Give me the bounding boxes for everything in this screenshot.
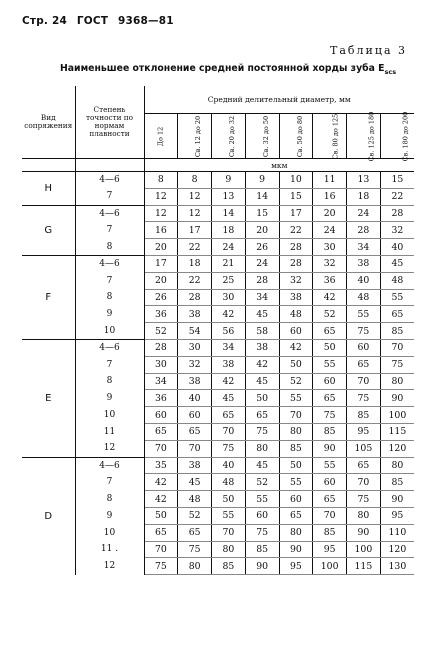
diameter-header-0 bbox=[144, 114, 178, 159]
value-cell: 80 bbox=[347, 507, 381, 524]
value-cell: 30 bbox=[144, 356, 178, 373]
value-cell: 40 bbox=[178, 390, 212, 407]
table-row bbox=[22, 440, 414, 457]
table-row bbox=[22, 558, 414, 575]
value-cell: 8 bbox=[178, 172, 212, 189]
value-cell: 17 bbox=[144, 255, 178, 272]
value-cell: 42 bbox=[212, 373, 246, 390]
value-cell: 12 bbox=[144, 188, 178, 205]
accuracy-degree-cell: 7 bbox=[75, 272, 144, 289]
accuracy-degree-cell: 8 bbox=[75, 373, 144, 390]
fit-type-cell: G bbox=[22, 205, 75, 255]
value-cell: 30 bbox=[313, 239, 347, 256]
value-cell: 22 bbox=[380, 188, 414, 205]
value-cell: 28 bbox=[245, 272, 279, 289]
value-cell: 30 bbox=[178, 339, 212, 356]
value-cell: 42 bbox=[279, 339, 313, 356]
value-cell: 38 bbox=[212, 356, 246, 373]
value-cell: 16 bbox=[144, 222, 178, 239]
value-cell: 60 bbox=[279, 491, 313, 508]
unit-blank-1 bbox=[22, 159, 75, 172]
value-cell: 20 bbox=[245, 222, 279, 239]
value-cell: 100 bbox=[313, 558, 347, 575]
diameter-header-label: Св. 12 до 20 bbox=[194, 115, 203, 158]
value-cell: 36 bbox=[144, 390, 178, 407]
value-cell: 55 bbox=[212, 507, 246, 524]
value-cell: 25 bbox=[212, 272, 246, 289]
value-cell: 20 bbox=[144, 239, 178, 256]
value-cell: 60 bbox=[313, 474, 347, 491]
value-cell: 21 bbox=[212, 255, 246, 272]
value-cell: 24 bbox=[212, 239, 246, 256]
value-cell: 55 bbox=[279, 474, 313, 491]
diameter-header-1 bbox=[178, 114, 212, 159]
value-cell: 90 bbox=[313, 440, 347, 457]
value-cell: 75 bbox=[380, 356, 414, 373]
value-cell: 18 bbox=[178, 255, 212, 272]
value-cell: 48 bbox=[279, 306, 313, 323]
value-cell: 18 bbox=[212, 222, 246, 239]
value-cell: 80 bbox=[279, 524, 313, 541]
value-cell: 58 bbox=[245, 323, 279, 340]
value-cell: 70 bbox=[347, 373, 381, 390]
value-cell: 60 bbox=[279, 323, 313, 340]
value-cell: 9 bbox=[212, 172, 246, 189]
value-cell: 85 bbox=[245, 541, 279, 558]
value-cell: 70 bbox=[380, 339, 414, 356]
table-label: Таблица 3 bbox=[330, 44, 407, 57]
value-cell: 38 bbox=[245, 339, 279, 356]
value-cell: 115 bbox=[380, 423, 414, 440]
value-cell: 50 bbox=[245, 390, 279, 407]
value-cell: 75 bbox=[245, 423, 279, 440]
value-cell: 52 bbox=[313, 306, 347, 323]
table-row bbox=[22, 390, 414, 407]
value-cell: 80 bbox=[245, 440, 279, 457]
value-cell: 70 bbox=[212, 524, 246, 541]
value-cell: 20 bbox=[313, 205, 347, 222]
value-cell: 12 bbox=[178, 205, 212, 222]
diameter-header-3 bbox=[245, 114, 279, 159]
value-cell: 65 bbox=[144, 524, 178, 541]
accuracy-degree-cell: 4—6 bbox=[75, 205, 144, 222]
value-cell: 42 bbox=[144, 491, 178, 508]
value-cell: 85 bbox=[380, 323, 414, 340]
value-cell: 42 bbox=[212, 306, 246, 323]
diameter-header-label: До 12 bbox=[156, 126, 165, 147]
table-row bbox=[22, 541, 414, 558]
value-cell: 36 bbox=[144, 306, 178, 323]
accuracy-degree-cell: 7 bbox=[75, 474, 144, 491]
value-cell: 40 bbox=[380, 239, 414, 256]
table-row bbox=[22, 507, 414, 524]
value-cell: 65 bbox=[178, 524, 212, 541]
value-cell: 70 bbox=[178, 440, 212, 457]
value-cell: 32 bbox=[313, 255, 347, 272]
value-cell: 80 bbox=[178, 558, 212, 575]
value-cell: 40 bbox=[212, 457, 246, 474]
value-cell: 13 bbox=[347, 172, 381, 189]
value-cell: 12 bbox=[178, 188, 212, 205]
value-cell: 70 bbox=[144, 541, 178, 558]
diameter-header-7 bbox=[380, 111, 414, 162]
value-cell: 75 bbox=[347, 390, 381, 407]
table-row bbox=[22, 255, 414, 272]
value-cell: 85 bbox=[313, 423, 347, 440]
value-cell: 75 bbox=[313, 407, 347, 424]
value-cell: 30 bbox=[212, 289, 246, 306]
value-cell: 12 bbox=[144, 205, 178, 222]
value-cell: 70 bbox=[279, 407, 313, 424]
value-cell: 60 bbox=[144, 407, 178, 424]
value-cell: 34 bbox=[245, 289, 279, 306]
value-cell: 45 bbox=[212, 390, 246, 407]
unit-label: мкм bbox=[144, 159, 414, 172]
value-cell: 65 bbox=[212, 407, 246, 424]
value-cell: 55 bbox=[279, 390, 313, 407]
value-cell: 65 bbox=[313, 491, 347, 508]
accuracy-degree-cell: 11 . bbox=[75, 541, 144, 558]
value-cell: 38 bbox=[347, 255, 381, 272]
value-cell: 8 bbox=[144, 172, 178, 189]
value-cell: 45 bbox=[245, 373, 279, 390]
table-row bbox=[22, 172, 414, 189]
column-header-diameter: Средний делительный диаметр, мм bbox=[144, 86, 414, 114]
value-cell: 32 bbox=[178, 356, 212, 373]
table-row bbox=[22, 356, 414, 373]
value-cell: 90 bbox=[279, 541, 313, 558]
value-cell: 85 bbox=[313, 524, 347, 541]
table-title bbox=[60, 63, 396, 76]
table-row bbox=[22, 323, 414, 340]
diameter-header-label: Св. 80 до 125 bbox=[331, 113, 340, 160]
value-cell: 36 bbox=[313, 272, 347, 289]
value-cell: 60 bbox=[245, 507, 279, 524]
accuracy-degree-cell: 4—6 bbox=[75, 457, 144, 474]
value-cell: 50 bbox=[279, 356, 313, 373]
accuracy-degree-cell: 8 bbox=[75, 491, 144, 508]
diameter-header-6 bbox=[347, 111, 381, 162]
value-cell: 45 bbox=[245, 457, 279, 474]
value-cell: 15 bbox=[279, 188, 313, 205]
value-cell: 28 bbox=[144, 339, 178, 356]
accuracy-degree-cell: 9 bbox=[75, 306, 144, 323]
value-cell: 22 bbox=[279, 222, 313, 239]
value-cell: 15 bbox=[380, 172, 414, 189]
value-cell: 42 bbox=[144, 474, 178, 491]
value-cell: 115 bbox=[347, 558, 381, 575]
value-cell: 100 bbox=[380, 407, 414, 424]
value-cell: 52 bbox=[245, 474, 279, 491]
table-title-text: Наименьшее отклонение средней постоянной хорды зуба E bbox=[60, 63, 385, 74]
value-cell: 28 bbox=[279, 255, 313, 272]
accuracy-degree-cell: 12 bbox=[75, 440, 144, 457]
value-cell: 14 bbox=[245, 188, 279, 205]
value-cell: 80 bbox=[380, 373, 414, 390]
value-cell: 60 bbox=[178, 407, 212, 424]
value-cell: 48 bbox=[212, 474, 246, 491]
standard-label: ГОСТ bbox=[76, 15, 109, 27]
accuracy-degree-cell: 8 bbox=[75, 289, 144, 306]
value-cell: 65 bbox=[380, 306, 414, 323]
value-cell: 18 bbox=[347, 188, 381, 205]
value-cell: 110 bbox=[380, 524, 414, 541]
diameter-header-label: Св. 32 до 50 bbox=[261, 115, 270, 158]
value-cell: 60 bbox=[313, 373, 347, 390]
value-cell: 24 bbox=[313, 222, 347, 239]
value-cell: 14 bbox=[212, 205, 246, 222]
value-cell: 90 bbox=[380, 390, 414, 407]
value-cell: 75 bbox=[178, 541, 212, 558]
value-cell: 85 bbox=[212, 558, 246, 575]
value-cell: 45 bbox=[380, 255, 414, 272]
accuracy-degree-cell: 7 bbox=[75, 222, 144, 239]
unit-blank-2 bbox=[75, 159, 144, 172]
table-row bbox=[22, 407, 414, 424]
table-row bbox=[22, 339, 414, 356]
value-cell: 34 bbox=[212, 339, 246, 356]
accuracy-degree-cell: 8 bbox=[75, 239, 144, 256]
value-cell: 20 bbox=[144, 272, 178, 289]
column-header-vid: Вид сопряжения bbox=[22, 86, 75, 159]
value-cell: 45 bbox=[178, 474, 212, 491]
table-row bbox=[22, 373, 414, 390]
value-cell: 60 bbox=[347, 339, 381, 356]
value-cell: 28 bbox=[178, 289, 212, 306]
value-cell: 17 bbox=[279, 205, 313, 222]
accuracy-degree-cell: 10 bbox=[75, 323, 144, 340]
fit-type-cell: F bbox=[22, 255, 75, 339]
value-cell: 13 bbox=[212, 188, 246, 205]
value-cell: 130 bbox=[380, 558, 414, 575]
value-cell: 65 bbox=[144, 423, 178, 440]
value-cell: 40 bbox=[347, 272, 381, 289]
value-cell: 24 bbox=[347, 205, 381, 222]
value-cell: 80 bbox=[279, 423, 313, 440]
value-cell: 52 bbox=[144, 323, 178, 340]
value-cell: 56 bbox=[212, 323, 246, 340]
value-cell: 120 bbox=[380, 440, 414, 457]
value-cell: 55 bbox=[347, 306, 381, 323]
table-row bbox=[22, 222, 414, 239]
value-cell: 34 bbox=[144, 373, 178, 390]
value-cell: 16 bbox=[313, 188, 347, 205]
diameter-header-label: Св. 50 до 80 bbox=[295, 115, 304, 158]
table-row bbox=[22, 423, 414, 440]
value-cell: 65 bbox=[347, 457, 381, 474]
value-cell: 32 bbox=[380, 222, 414, 239]
table-row bbox=[22, 272, 414, 289]
diameter-header-label: Св. 125 до 180 bbox=[367, 111, 376, 162]
value-cell: 100 bbox=[347, 541, 381, 558]
value-cell: 9 bbox=[245, 172, 279, 189]
accuracy-degree-cell: 7 bbox=[75, 188, 144, 205]
value-cell: 48 bbox=[178, 491, 212, 508]
value-cell: 26 bbox=[245, 239, 279, 256]
column-header-stepen: Степень точности по нормам плавности bbox=[75, 86, 144, 159]
value-cell: 32 bbox=[279, 272, 313, 289]
value-cell: 34 bbox=[347, 239, 381, 256]
value-cell: 52 bbox=[178, 507, 212, 524]
value-cell: 95 bbox=[313, 541, 347, 558]
value-cell: 75 bbox=[212, 440, 246, 457]
value-cell: 35 bbox=[144, 457, 178, 474]
value-cell: 75 bbox=[347, 491, 381, 508]
value-cell: 28 bbox=[347, 222, 381, 239]
table-row bbox=[22, 457, 414, 474]
diameter-header-label: Св. 180 до 200 bbox=[401, 111, 410, 162]
value-cell: 95 bbox=[380, 507, 414, 524]
value-cell: 38 bbox=[279, 289, 313, 306]
value-cell: 65 bbox=[313, 323, 347, 340]
value-cell: 52 bbox=[279, 373, 313, 390]
accuracy-degree-cell: 4—6 bbox=[75, 255, 144, 272]
value-cell: 95 bbox=[347, 423, 381, 440]
value-cell: 85 bbox=[347, 407, 381, 424]
value-cell: 85 bbox=[279, 440, 313, 457]
accuracy-degree-cell: 9 bbox=[75, 507, 144, 524]
diameter-header-5 bbox=[313, 114, 347, 159]
value-cell: 15 bbox=[245, 205, 279, 222]
fit-type-cell: E bbox=[22, 339, 75, 457]
value-cell: 38 bbox=[178, 457, 212, 474]
fit-type-cell: H bbox=[22, 172, 75, 206]
page-header bbox=[22, 15, 180, 27]
value-cell: 65 bbox=[245, 407, 279, 424]
value-cell: 24 bbox=[245, 255, 279, 272]
value-cell: 65 bbox=[313, 390, 347, 407]
value-cell: 70 bbox=[347, 474, 381, 491]
value-cell: 105 bbox=[347, 440, 381, 457]
value-cell: 90 bbox=[245, 558, 279, 575]
accuracy-degree-cell: 9 bbox=[75, 390, 144, 407]
diameter-header-2 bbox=[212, 114, 246, 159]
value-cell: 38 bbox=[178, 373, 212, 390]
table-row bbox=[22, 239, 414, 256]
value-cell: 42 bbox=[245, 356, 279, 373]
table-row bbox=[22, 474, 414, 491]
value-cell: 65 bbox=[178, 423, 212, 440]
value-cell: 11 bbox=[313, 172, 347, 189]
accuracy-degree-cell: 12 bbox=[75, 558, 144, 575]
value-cell: 80 bbox=[212, 541, 246, 558]
value-cell: 42 bbox=[313, 289, 347, 306]
value-cell: 10 bbox=[279, 172, 313, 189]
value-cell: 65 bbox=[279, 507, 313, 524]
value-cell: 70 bbox=[144, 440, 178, 457]
table-title-subscript: scs bbox=[384, 67, 397, 76]
table-row bbox=[22, 524, 414, 541]
deviation-table bbox=[22, 86, 414, 575]
accuracy-degree-cell: 10 bbox=[75, 524, 144, 541]
value-cell: 55 bbox=[313, 356, 347, 373]
value-cell: 50 bbox=[212, 491, 246, 508]
value-cell: 55 bbox=[313, 457, 347, 474]
value-cell: 70 bbox=[313, 507, 347, 524]
value-cell: 17 bbox=[178, 222, 212, 239]
value-cell: 26 bbox=[144, 289, 178, 306]
value-cell: 90 bbox=[380, 491, 414, 508]
value-cell: 48 bbox=[380, 272, 414, 289]
value-cell: 50 bbox=[144, 507, 178, 524]
value-cell: 90 bbox=[347, 524, 381, 541]
value-cell: 80 bbox=[380, 457, 414, 474]
value-cell: 50 bbox=[313, 339, 347, 356]
value-cell: 65 bbox=[347, 356, 381, 373]
accuracy-degree-cell: 4—6 bbox=[75, 339, 144, 356]
value-cell: 75 bbox=[144, 558, 178, 575]
table-row bbox=[22, 289, 414, 306]
accuracy-degree-cell: 7 bbox=[75, 356, 144, 373]
value-cell: 54 bbox=[178, 323, 212, 340]
value-cell: 28 bbox=[380, 205, 414, 222]
value-cell: 45 bbox=[245, 306, 279, 323]
accuracy-degree-cell: 4—6 bbox=[75, 172, 144, 189]
value-cell: 55 bbox=[245, 491, 279, 508]
value-cell: 95 bbox=[279, 558, 313, 575]
value-cell: 48 bbox=[347, 289, 381, 306]
value-cell: 75 bbox=[245, 524, 279, 541]
value-cell: 22 bbox=[178, 272, 212, 289]
value-cell: 22 bbox=[178, 239, 212, 256]
value-cell: 120 bbox=[380, 541, 414, 558]
accuracy-degree-cell: 11 bbox=[75, 423, 144, 440]
value-cell: 50 bbox=[279, 457, 313, 474]
diameter-header-4 bbox=[279, 114, 313, 159]
value-cell: 55 bbox=[380, 289, 414, 306]
table-row bbox=[22, 188, 414, 205]
fit-type-cell: D bbox=[22, 457, 75, 575]
value-cell: 85 bbox=[380, 474, 414, 491]
value-cell: 28 bbox=[279, 239, 313, 256]
table-row bbox=[22, 205, 414, 222]
value-cell: 70 bbox=[212, 423, 246, 440]
standard-number: 9368—81 bbox=[117, 15, 174, 27]
accuracy-degree-cell: 10 bbox=[75, 407, 144, 424]
diameter-header-label: Св. 20 до 32 bbox=[228, 115, 237, 158]
value-cell: 38 bbox=[178, 306, 212, 323]
page-number: Стр. 24 bbox=[22, 15, 67, 27]
table-row bbox=[22, 306, 414, 323]
value-cell: 75 bbox=[347, 323, 381, 340]
table-row bbox=[22, 491, 414, 508]
